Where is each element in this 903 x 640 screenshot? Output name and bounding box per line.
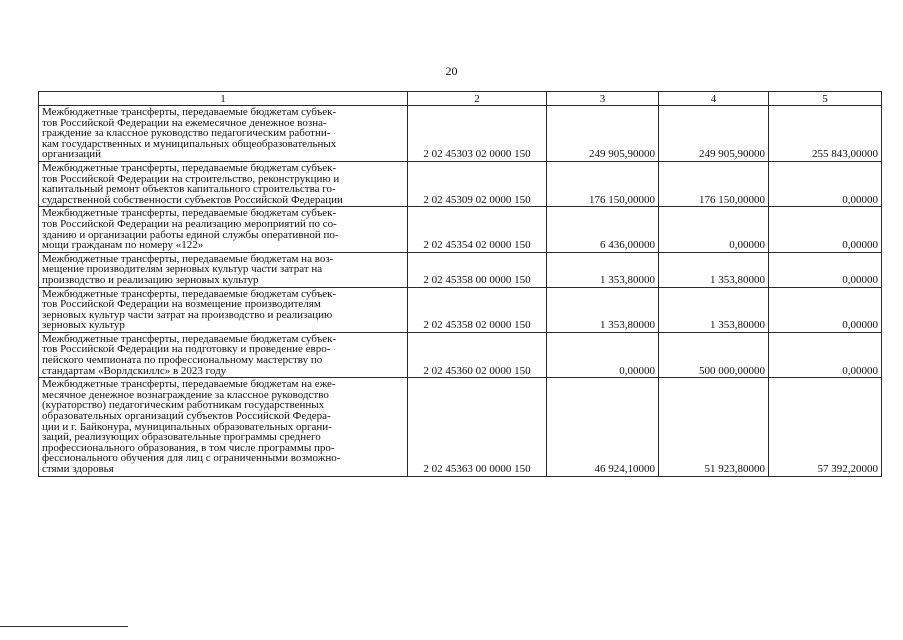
row-name-line: Межбюджетные трансферты, передаваемые бюджетам субъек-	[42, 332, 337, 345]
table-row	[39, 207, 882, 252]
row-name-line: тов Российской Федерации на строительство, реконструкцию и	[42, 172, 340, 185]
row-name-line: Межбюджетные трансферты, передаваемые бюджетам субъек-	[42, 287, 337, 300]
row-value-col-4: 0,00000	[659, 207, 769, 252]
column-header-1: 1	[39, 92, 408, 106]
table-row	[39, 287, 882, 332]
row-code-cell: 2 02 45354 02 0000 150	[408, 207, 547, 252]
table-row	[39, 106, 882, 162]
row-value-col-5: 0,00000	[769, 332, 882, 377]
row-name-line: мещение производителям зерновых культур части затрат на	[42, 263, 323, 276]
table-row	[39, 378, 882, 476]
row-name-line: ции и г. Байконура, муниципальных образовательных органи-	[42, 420, 332, 433]
row-name-line: Межбюджетные трансферты, передаваемые бюджетам субъек-	[42, 106, 337, 118]
row-name-line: кам государственных и муниципальных общеобразовательных	[42, 137, 337, 150]
row-value-col-5: 57 392,20000	[769, 378, 882, 476]
row-name-line: зерновых культур	[42, 319, 125, 332]
row-name-line: Межбюджетные трансферты, передаваемые бюджетам субъек-	[42, 207, 337, 220]
row-value-col-3: 1 353,80000	[547, 252, 659, 287]
row-value-col-3: 176 150,00000	[547, 161, 659, 206]
row-name-line: зерновых культур части затрат на производство и реализацию	[42, 308, 333, 321]
table-row	[39, 332, 882, 377]
row-name-line: (кураторство) педагогическим работникам государственных	[42, 399, 325, 412]
table-row	[39, 252, 882, 287]
row-value-col-5: 0,00000	[769, 161, 882, 206]
row-value-col-5: 255 843,00000	[769, 106, 882, 162]
row-name-line: организаций	[42, 148, 102, 161]
row-code-cell: 2 02 45309 02 0000 150	[408, 161, 547, 206]
row-name-line: сударственной собственности субъектов Российской Федерации	[42, 193, 343, 206]
row-value-col-4: 176 150,00000	[659, 161, 769, 206]
row-name-line: тов Российской Федерации на подготовку и проведение евро-	[42, 343, 331, 356]
column-header-2: 2	[408, 92, 547, 106]
row-name-line: производство и реализацию зерновых культур	[42, 273, 259, 286]
header-row	[39, 92, 882, 106]
row-value-col-5: 0,00000	[769, 252, 882, 287]
row-name-line: фессионального обучения для лиц с ограниченными возможно-	[42, 452, 341, 465]
row-value-col-4: 500 000,00000	[659, 332, 769, 377]
row-name-cell	[39, 106, 408, 162]
row-name-line: тов Российской Федерации на ежемесячное денежное возна-	[42, 116, 327, 129]
row-code-cell: 2 02 45360 02 0000 150	[408, 332, 547, 377]
row-name-line: профессионального образования, в том числе программы про-	[42, 441, 335, 454]
row-name-cell	[39, 332, 408, 377]
row-name-line: Межбюджетные трансферты, передаваемые бюджетам на еже-	[42, 378, 336, 391]
row-name-line: стями здоровья	[42, 463, 114, 475]
row-value-col-5: 0,00000	[769, 287, 882, 332]
row-code-cell: 2 02 45358 00 0000 150	[408, 252, 547, 287]
row-name-line: капитальный ремонт объектов капитального строительства го-	[42, 183, 336, 196]
table-body	[39, 106, 882, 477]
row-code-cell: 2 02 45363 00 0000 150	[408, 378, 547, 476]
row-name-line: образовательных организаций субъектов Российской Федера-	[42, 410, 331, 423]
footnote-divider	[0, 626, 128, 627]
row-name-line: месячное денежное вознаграждение за классное руководство	[42, 388, 329, 401]
row-value-col-3: 1 353,80000	[547, 287, 659, 332]
row-name-cell	[39, 207, 408, 252]
row-name-cell	[39, 161, 408, 206]
row-name-line: Межбюджетные трансферты, передаваемые бюджетам субъек-	[42, 161, 337, 174]
row-name-line: стандартам «Ворлдскиллс» в 2023 году	[42, 364, 227, 377]
page-number: 20	[445, 64, 458, 78]
row-name-line: тов Российской Федерации на возмещение производителям	[42, 298, 321, 311]
column-header-5: 5	[769, 92, 882, 106]
row-name-line: тов Российской Федерации на реализацию мероприятий по со-	[42, 217, 337, 230]
row-name-line: заций, реализующих образовательные программы среднего	[42, 431, 321, 444]
row-name-line: Межбюджетные трансферты, передаваемые бюджетам на воз-	[42, 252, 334, 265]
row-value-col-3: 6 436,00000	[547, 207, 659, 252]
row-value-col-4: 51 923,80000	[659, 378, 769, 476]
row-name-cell	[39, 252, 408, 287]
row-name-line: пейского чемпионата по профессиональному мастерству по	[42, 354, 323, 367]
row-code-cell: 2 02 45358 02 0000 150	[408, 287, 547, 332]
row-name-cell	[39, 287, 408, 332]
row-code-cell: 2 02 45303 02 0000 150	[408, 106, 547, 162]
row-value-col-5: 0,00000	[769, 207, 882, 252]
column-header-3: 3	[547, 92, 659, 106]
budget-table	[38, 91, 882, 477]
row-name-line: мощи гражданам по номеру «122»	[42, 239, 204, 252]
row-value-col-3: 0,00000	[547, 332, 659, 377]
row-value-col-4: 249 905,90000	[659, 106, 769, 162]
row-name-line: граждение за классное руководство педагогическим работни-	[42, 127, 331, 140]
row-value-col-4: 1 353,80000	[659, 252, 769, 287]
row-value-col-4: 1 353,80000	[659, 287, 769, 332]
column-header-4: 4	[659, 92, 769, 106]
row-name-cell	[39, 378, 408, 476]
row-value-col-3: 46 924,10000	[547, 378, 659, 476]
row-value-col-3: 249 905,90000	[547, 106, 659, 162]
row-name-line: зданию и организации работы единой службы оперативной по-	[42, 228, 339, 241]
table-row	[39, 161, 882, 206]
